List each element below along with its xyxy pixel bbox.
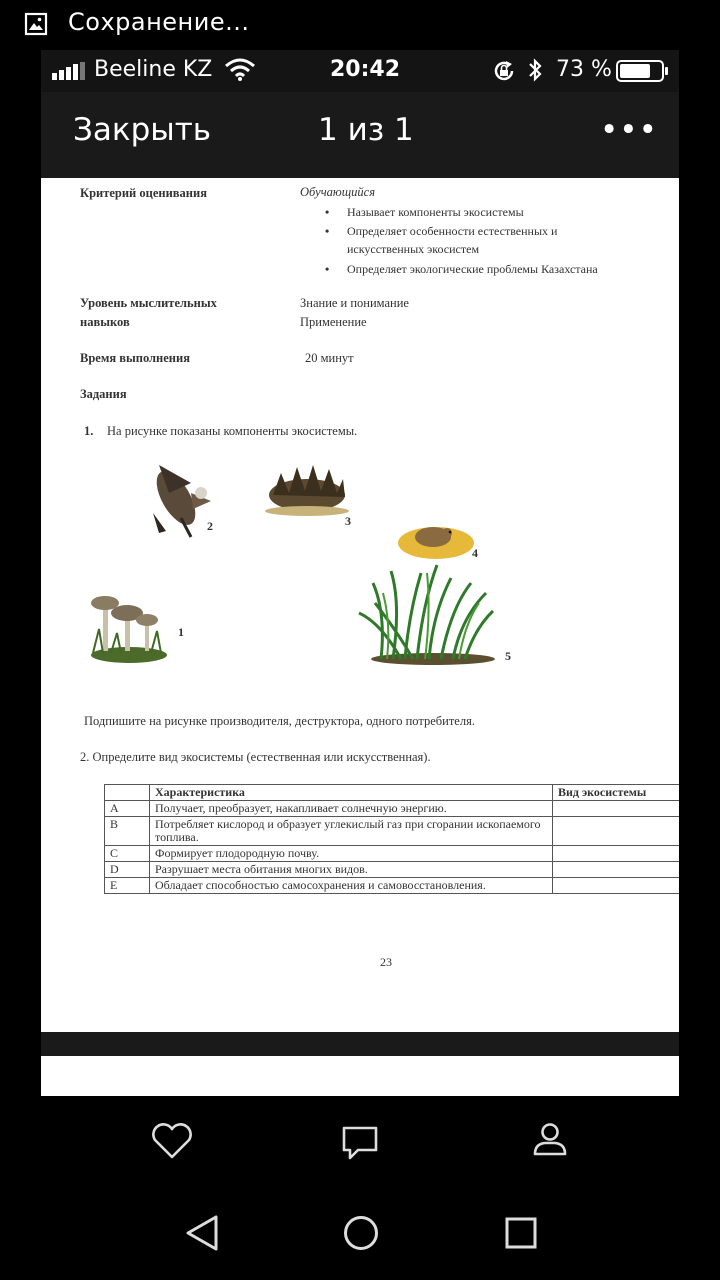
table-header-cell: Характеристика [150, 785, 553, 801]
task2-text: 2. Определите вид экосистемы (естественная или искусственная). [80, 750, 431, 764]
row-characteristic: Потребляет кислород и образует углекислый газ при сгорании ископаемого топлива. [150, 817, 553, 846]
criteria-bullet: • Определяет особенности естественных и [347, 224, 557, 239]
saving-notification [0, 0, 720, 50]
wifi-icon [224, 58, 256, 82]
figure-label-3: 3 [345, 514, 351, 528]
row-ecosystem-kind [553, 817, 680, 846]
carrier-name: Beeline KZ [94, 57, 213, 82]
table-row [105, 801, 680, 817]
page-counter: 1 из 1 [318, 112, 414, 148]
table-header-cell [105, 785, 150, 801]
figure-label-5: 5 [505, 649, 511, 663]
clock: 20:42 [330, 57, 401, 82]
figure-label-4: 4 [472, 546, 478, 560]
row-characteristic: Разрушает места обитания многих видов. [150, 862, 553, 878]
person-icon[interactable] [530, 1120, 570, 1160]
comment-icon[interactable] [340, 1124, 380, 1162]
ecosystem-figure [41, 453, 679, 683]
thinking-value: Применение [300, 315, 367, 329]
characteristics-table [104, 784, 679, 894]
criteria-bullet: • Называет компоненты экосистемы [347, 205, 524, 220]
row-ecosystem-kind [553, 846, 680, 862]
recents-icon[interactable] [504, 1216, 538, 1250]
row-letter: D [105, 862, 150, 878]
mouse-illustration [398, 527, 474, 559]
saving-text: Сохранение... [68, 8, 250, 36]
row-characteristic: Получает, преобразует, накапливает солнечную энергию. [150, 801, 553, 817]
time-value: 20 минут [305, 351, 354, 365]
home-icon[interactable] [342, 1214, 380, 1252]
row-letter: A [105, 801, 150, 817]
table-header-cell: Вид экосистемы [553, 785, 680, 801]
image-icon [24, 12, 48, 36]
heart-icon[interactable] [150, 1122, 194, 1160]
learner-label: Обучающийся [300, 185, 376, 199]
row-ecosystem-kind [553, 801, 680, 817]
mushroom-illustration [91, 596, 167, 663]
rotation-lock-icon [492, 59, 516, 83]
back-icon[interactable] [184, 1214, 220, 1252]
table-row [105, 862, 680, 878]
battery-percent: 73 % [556, 57, 612, 82]
figure-label-1: 1 [178, 625, 184, 639]
task1-text: На рисунке показаны компоненты экосистемы. [107, 424, 358, 438]
hedgehog-illustration [265, 465, 349, 516]
battery-icon [616, 60, 670, 82]
bluetooth-icon [527, 58, 543, 82]
criteria-label: Критерий оценивания [80, 186, 207, 200]
row-ecosystem-kind [553, 878, 680, 894]
sign-instruction: Подпишите на рисунке производителя, деструктора, одного потребителя. [84, 714, 475, 728]
criteria-bullet-cont: искусственных экосистем [347, 242, 480, 256]
grass-illustration [359, 565, 495, 665]
tasks-heading: Задания [80, 387, 127, 401]
figure-label-2: 2 [207, 519, 213, 533]
bird-illustration [149, 465, 211, 537]
row-ecosystem-kind [553, 862, 680, 878]
table-row [105, 878, 680, 894]
next-page-edge [41, 1056, 679, 1096]
more-options-button[interactable]: ••• [600, 112, 658, 148]
table-row [105, 817, 680, 846]
row-letter: C [105, 846, 150, 862]
criteria-bullet: • Определяет экологические проблемы Казахстана [347, 262, 598, 277]
row-characteristic: Обладает способностью самосохранения и самовосстановления. [150, 878, 553, 894]
table-row [105, 846, 680, 862]
thinking-value: Знание и понимание [300, 296, 409, 310]
time-label: Время выполнения [80, 351, 190, 365]
android-nav-bar [0, 1186, 720, 1280]
page-number: 23 [380, 955, 392, 969]
thinking-label: Уровень мыслительных [80, 296, 217, 310]
row-letter: E [105, 878, 150, 894]
document-page [41, 178, 679, 1032]
row-characteristic: Формирует плодородную почву. [150, 846, 553, 862]
table-header-row [105, 785, 680, 801]
thinking-label-cont: навыков [80, 315, 130, 329]
action-bar [0, 1096, 720, 1186]
row-letter: B [105, 817, 150, 846]
signal-icon [52, 62, 88, 80]
close-button[interactable]: Закрыть [73, 112, 212, 148]
task1-number: 1. [84, 424, 94, 438]
